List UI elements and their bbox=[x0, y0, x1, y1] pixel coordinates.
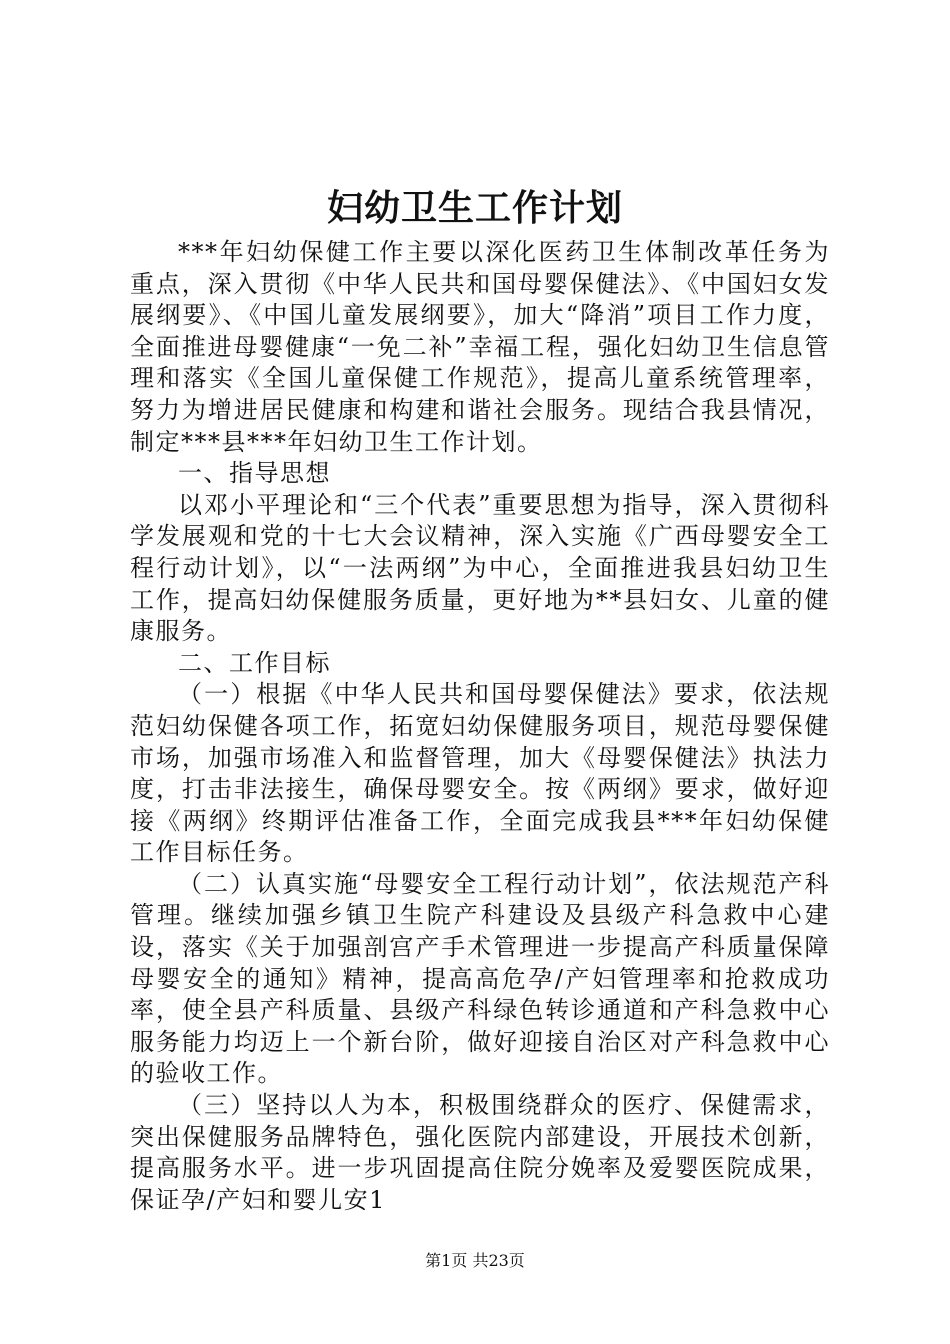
intro-paragraph: ***年妇幼保健工作主要以深化医药卫生体制改革任务为重点，深入贯彻《中华人民共和国母婴保健法》、《中国妇女发展纲要》、《中国儿童发展纲要》，加大“降消”项目工作力度，全面推进母婴健康“一免二补”幸福工程，强化妇幼卫生信息管理和落实《全国儿童保健工作规范》，提高儿童系统管理率，努力为增进居民健康和构建和谐社会服务。现结合我县情况，制定***县***年妇幼卫生工作计划。 bbox=[130, 238, 830, 456]
section-heading-work-goals: 二、工作目标 bbox=[178, 648, 331, 677]
page-footer: 第1页 共23页 bbox=[425, 1251, 525, 1270]
document-title: 妇幼卫生工作计划 bbox=[326, 187, 623, 229]
goal-paragraph-2: （二）认真实施“母婴安全工程行动计划”，依法规范产科管理。继续加强乡镇卫生院产科建设及县级产科急救中心建设，落实《关于加强剖宫产手术管理进一步提高产科质量保障母婴安全的通知》精神，提高高危孕/产妇管理率和抢救成功率，使全县产科质量、县级产科绿色转诊通道和产科急救中心服务能力均迈上一个新台阶，做好迎接自治区对产科急救中心的验收工作。 bbox=[130, 869, 830, 1088]
guiding-ideology-paragraph: 以邓小平理论和“三个代表”重要思想为指导，深入贯彻科学发展观和党的十七大会议精神，深入实施《广西母婴安全工程行动计划》，以“一法两纲”为中心，全面推进我县妇幼卫生工作，提高妇幼保健服务质量，更好地为**县妇女、儿童的健康服务。 bbox=[130, 490, 830, 646]
document-body bbox=[130, 237, 830, 1216]
goal-paragraph-1: （一）根据《中华人民共和国母婴保健法》要求，依法规范妇幼保健各项工作，拓宽妇幼保健服务项目，规范母婴保健市场，加强市场准入和监督管理，加大《母婴保健法》执法力度，打击非法接生，确保母婴安全。按《两纲》要求，做好迎接《两纲》终期评估准备工作，全面完成我县***年妇幼保健工作目标任务。 bbox=[130, 680, 830, 867]
section-heading-guiding-ideology: 一、指导思想 bbox=[178, 459, 331, 488]
goal-paragraph-3: （三）坚持以人为本，积极围绕群众的医疗、保健需求，突出保健服务品牌特色，强化医院内部建设，开展技术创新，提高服务水平。进一步巩固提高住院分娩率及爱婴医院成果，保证孕/产妇和婴儿安1 bbox=[130, 1091, 830, 1214]
